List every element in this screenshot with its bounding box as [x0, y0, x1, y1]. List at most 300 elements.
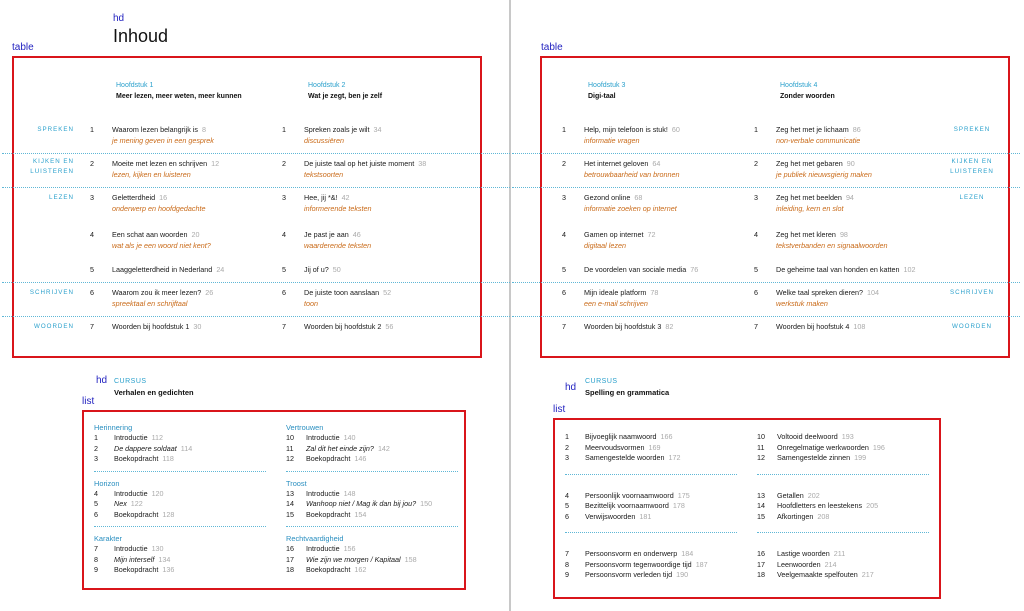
course-header — [585, 376, 669, 399]
item-title: Veelgemaakte spelfouten — [777, 570, 858, 579]
entry-title — [112, 321, 201, 332]
page-number: 42 — [341, 193, 350, 202]
entry-number: 6 — [754, 288, 758, 297]
item-number: 6 — [565, 511, 569, 521]
item-number: 11 — [757, 442, 765, 452]
entry-title — [112, 229, 200, 240]
page-number: 140 — [343, 433, 356, 442]
list-item — [286, 433, 458, 444]
skill-label: LEZEN — [959, 194, 985, 201]
skill-label: KIJKEN EN LUISTEREN — [30, 158, 74, 175]
item-number: 17 — [286, 554, 294, 564]
page-number: 120 — [151, 488, 164, 498]
item-number: 3 — [565, 453, 569, 462]
list-item — [565, 443, 737, 454]
entry-title — [304, 192, 350, 203]
item-title: Afkortingen — [777, 511, 814, 521]
entry-title — [776, 192, 854, 203]
page-spine — [509, 0, 511, 611]
list-item — [94, 510, 266, 521]
page-number: 76 — [690, 265, 699, 274]
entry-title-text: Een schat aan woorden — [112, 230, 188, 239]
page-number: 178 — [672, 501, 685, 510]
course-kicker: CURSUS — [114, 378, 147, 385]
entry-title-text: Je past je aan — [304, 230, 349, 239]
page-number: 38 — [418, 159, 427, 168]
entry-number: 6 — [282, 288, 286, 297]
entry-number: 7 — [562, 322, 566, 331]
entry-title-text: Gamen op internet — [584, 230, 644, 239]
page-number: 104 — [866, 288, 879, 297]
page-number: 169 — [648, 442, 661, 452]
item-number: 14 — [286, 499, 294, 508]
item-title: Meervoudsvormen — [585, 442, 645, 452]
page-number: 190 — [676, 570, 689, 579]
page-number: 50 — [332, 265, 341, 274]
entry-title-text: Waarom lezen belangrijk is — [112, 125, 199, 134]
entry-subtitle: toon — [304, 299, 318, 308]
item-title: Persoonsvorm tegenwoordige tijd — [585, 559, 692, 569]
entry-title — [776, 321, 865, 332]
entry-subtitle: betrouwbaarheid van bronnen — [584, 170, 680, 179]
group-divider — [757, 532, 929, 533]
chapter-title: Wat je zegt, ben je zelf — [308, 93, 383, 100]
page-number: 175 — [677, 490, 690, 500]
group-divider — [94, 526, 266, 527]
item-title: Persoonsvorm verleden tijd — [585, 570, 673, 579]
list-column — [94, 422, 266, 576]
row-divider — [2, 153, 510, 154]
course-kicker: CURSUS — [585, 378, 618, 385]
entry-title — [304, 158, 426, 169]
page-number: 12 — [211, 159, 220, 168]
entry-title-text: Zeg het met beelden — [776, 193, 842, 202]
page-number: 98 — [839, 230, 848, 239]
page-number: 46 — [352, 230, 361, 239]
group-divider — [757, 474, 929, 475]
group-divider — [286, 526, 458, 527]
group-divider — [565, 474, 737, 475]
item-title: Introductie — [114, 433, 148, 442]
page-number: 187 — [695, 559, 708, 569]
entry-title-text: De juiste toon aanslaan — [304, 288, 380, 297]
item-number: 17 — [757, 559, 765, 569]
list-item — [757, 453, 929, 464]
entry-number: 7 — [754, 322, 758, 331]
page-number: 20 — [191, 230, 200, 239]
page-number: 136 — [162, 565, 175, 574]
skill-label: SPREKEN — [953, 126, 991, 133]
list-item — [565, 453, 737, 464]
entry-title — [304, 287, 391, 298]
list-item — [757, 501, 929, 512]
entry-number: 7 — [90, 322, 94, 331]
page-number: 134 — [158, 554, 171, 564]
page-number: 118 — [162, 454, 174, 463]
item-title: Leenwoorden — [777, 559, 821, 569]
entry-number: 2 — [90, 159, 94, 168]
item-title: Persoonsvorm en onderwerp — [585, 549, 678, 558]
list-group — [286, 422, 458, 465]
entry-subtitle: informatie zoeken op internet — [584, 204, 677, 213]
item-title: Introductie — [306, 433, 340, 442]
list-item — [286, 565, 458, 576]
item-number: 3 — [94, 454, 98, 463]
item-title: Samengestelde woorden — [585, 453, 665, 462]
page-number: 205 — [866, 501, 879, 510]
entry-subtitle: tekstverbanden en signaalwoorden — [776, 241, 888, 250]
course-header — [114, 376, 194, 399]
item-number: 8 — [94, 554, 98, 564]
item-number: 1 — [565, 432, 569, 441]
page-number: 78 — [650, 288, 659, 297]
page-number: 122 — [130, 499, 143, 508]
item-title: Voltooid deelwoord — [777, 432, 838, 441]
page-number: 8 — [202, 125, 207, 134]
item-number: 12 — [286, 454, 294, 463]
skill-label: KIJKEN EN LUISTEREN — [950, 158, 994, 175]
item-title: Verwijswoorden — [585, 511, 636, 521]
entry-title-text: Woorden bij hoofdstuk 2 — [304, 322, 382, 331]
item-title: Introductie — [114, 488, 148, 498]
entry-number: 4 — [754, 230, 758, 239]
chapter-header — [588, 80, 625, 102]
list-item — [286, 499, 458, 510]
list-item — [757, 549, 929, 560]
item-title: Introductie — [114, 544, 148, 553]
page-number: 86 — [852, 125, 861, 134]
entry-title — [584, 229, 656, 240]
page-number: 199 — [854, 453, 867, 462]
page-number: 211 — [833, 549, 846, 558]
entry-title — [776, 264, 915, 275]
chapter-kicker: Hoofdstuk 1 — [116, 82, 154, 89]
page-number: 146 — [354, 454, 367, 463]
entry-title-text: Spreken zoals je wilt — [304, 125, 370, 134]
item-title: Zal dit het einde zijn? — [306, 443, 374, 453]
toc-table-left — [12, 56, 482, 358]
chapter-title: Digi-taal — [588, 93, 616, 100]
list-group — [94, 422, 266, 465]
entry-title — [584, 321, 673, 332]
list-item — [565, 549, 737, 560]
entry-title-text: De geheime taal van honden en katten — [776, 265, 900, 274]
entry-number: 1 — [562, 125, 566, 134]
item-number: 15 — [286, 509, 294, 519]
list-label: list — [82, 396, 95, 407]
item-title: Wanhoop niet / Mag ik dan bij jou? — [306, 499, 417, 508]
chapter-title: Zonder woorden — [780, 93, 835, 100]
list-group — [565, 432, 737, 464]
page-number: 64 — [652, 159, 661, 168]
item-number: 6 — [94, 509, 98, 519]
chapter-header — [116, 80, 242, 102]
hd-label: hd — [96, 375, 108, 386]
page-number: 202 — [807, 490, 820, 500]
page-number: 214 — [824, 559, 837, 569]
list-item — [757, 570, 929, 581]
item-title: Persoonlijk voornaamwoord — [585, 490, 674, 500]
entry-subtitle: je publiek nieuwsgierig maken — [776, 170, 872, 179]
entry-title — [584, 264, 698, 275]
entry-subtitle: waarderende teksten — [304, 241, 372, 250]
page-number: 102 — [903, 265, 916, 274]
item-number: 11 — [286, 443, 294, 453]
list-item — [286, 544, 458, 555]
group-divider — [286, 471, 458, 472]
item-title: Hoofdletters en leestekens — [777, 501, 863, 510]
entry-subtitle: werkstuk maken — [776, 299, 828, 308]
page-number: 172 — [668, 453, 681, 462]
item-title: De dappere soldaat — [114, 443, 177, 453]
item-number: 9 — [94, 565, 98, 574]
entry-number: 3 — [90, 193, 94, 202]
entry-title — [584, 124, 680, 135]
list-item — [757, 512, 929, 523]
item-title: Wie zijn we morgen / Kapitaal — [306, 554, 401, 564]
item-number: 7 — [94, 544, 98, 553]
list-item — [757, 560, 929, 571]
list-item — [757, 491, 929, 502]
list-item — [565, 512, 737, 523]
entry-subtitle: non-verbale communicatie — [776, 136, 861, 145]
entry-title — [584, 287, 658, 298]
item-title: Mijn interself — [114, 554, 155, 564]
list-item — [94, 454, 266, 465]
entry-title-text: Gezond online — [584, 193, 631, 202]
entry-subtitle: lezen, kijken en luisteren — [112, 170, 191, 179]
item-number: 4 — [565, 490, 569, 500]
entry-number: 5 — [754, 265, 758, 274]
page-number: 130 — [151, 544, 164, 553]
entry-title — [304, 321, 393, 332]
page-number: 56 — [385, 322, 394, 331]
list-column — [565, 432, 737, 581]
list-column — [757, 432, 929, 581]
entry-title-text: De juiste taal op het juiste moment — [304, 159, 415, 168]
entry-title — [584, 192, 642, 203]
list-group — [757, 432, 929, 464]
list-item — [94, 555, 266, 566]
row-divider — [2, 187, 510, 188]
list-item — [286, 444, 458, 455]
item-title: Samengestelde zinnen — [777, 453, 851, 462]
list-item — [565, 432, 737, 443]
entry-title-text: Zeg het met kleren — [776, 230, 836, 239]
page-number: 114 — [180, 443, 193, 453]
entry-title — [304, 264, 341, 275]
entry-number: 3 — [282, 193, 286, 202]
item-number: 12 — [757, 453, 765, 462]
entry-number: 2 — [562, 159, 566, 168]
entry-number: 2 — [282, 159, 286, 168]
entry-subtitle: informatie vragen — [584, 136, 640, 145]
entry-title-text: Jij of u? — [304, 265, 329, 274]
list-item — [565, 570, 737, 581]
entry-number: 4 — [90, 230, 94, 239]
skill-label: SPREKEN — [37, 126, 74, 133]
page-number: 193 — [841, 432, 854, 441]
chapter-kicker: Hoofdstuk 2 — [308, 82, 346, 89]
item-number: 16 — [757, 549, 765, 558]
page-number: 30 — [193, 322, 202, 331]
list-item — [757, 432, 929, 443]
entry-title — [776, 229, 848, 240]
row-divider — [2, 316, 510, 317]
list-item — [94, 499, 266, 510]
entry-title-text: Moeite met lezen en schrijven — [112, 159, 208, 168]
page-number: 154 — [354, 509, 367, 519]
page-number: 181 — [639, 511, 652, 521]
item-number: 18 — [757, 570, 765, 579]
group-title: Vertrouwen — [286, 423, 324, 432]
entry-subtitle: onderwerp en hoofdgedachte — [112, 204, 206, 213]
course-list-right — [553, 418, 941, 599]
entry-number: 5 — [90, 265, 94, 274]
item-number: 13 — [757, 490, 765, 500]
table-label: table — [541, 42, 563, 53]
entry-title — [304, 124, 382, 135]
entry-title — [776, 158, 855, 169]
item-number: 5 — [94, 499, 98, 508]
entry-title-text: Zeg het met gebaren — [776, 159, 843, 168]
entry-title-text: Woorden bij hoofdstuk 3 — [584, 322, 662, 331]
group-title: Rechtvaardigheid — [286, 534, 344, 543]
entry-number: 7 — [282, 322, 286, 331]
page-number: 217 — [861, 570, 874, 579]
list-group — [565, 549, 737, 581]
item-title: Boekopdracht — [306, 565, 351, 574]
page-number: 156 — [343, 544, 356, 553]
entry-title — [112, 158, 219, 169]
item-number: 5 — [565, 501, 569, 510]
entry-title-text: Hee, jij *&! — [304, 193, 338, 202]
table-label: table — [12, 42, 34, 53]
page-number: 166 — [660, 432, 673, 441]
hd-label: hd — [565, 382, 577, 393]
page-number: 208 — [817, 511, 830, 521]
item-title: Boekopdracht — [306, 509, 351, 519]
list-group — [94, 478, 266, 521]
group-divider — [565, 532, 737, 533]
entry-title-text: Welke taal spreken dieren? — [776, 288, 863, 297]
entry-subtitle: je mening geven in een gesprek — [112, 136, 214, 145]
entry-title — [776, 124, 861, 135]
entry-title-text: Geletterdheid — [112, 193, 156, 202]
skill-label: WOORDEN — [34, 323, 74, 330]
entry-number: 2 — [754, 159, 758, 168]
course-title: Verhalen en gedichten — [114, 388, 194, 397]
entry-title-text: Waarom zou ik meer lezen? — [112, 288, 202, 297]
page-number: 112 — [151, 433, 164, 442]
item-number: 1 — [94, 433, 98, 442]
item-title: Onregelmatige werkwoorden — [777, 442, 869, 452]
list-label: list — [553, 404, 566, 415]
list-group — [94, 533, 266, 576]
entry-title — [112, 264, 224, 275]
row-divider — [512, 316, 1020, 317]
list-item — [94, 489, 266, 500]
item-number: 10 — [286, 433, 294, 442]
list-group — [757, 549, 929, 581]
item-number: 4 — [94, 488, 98, 498]
entry-number: 1 — [754, 125, 758, 134]
course-title: Spelling en grammatica — [585, 388, 670, 397]
entry-title-text: De voordelen van sociale media — [584, 265, 687, 274]
page-number: 148 — [343, 488, 356, 498]
item-number: 16 — [286, 544, 294, 553]
hd-label: hd — [113, 13, 125, 24]
entry-title-text: Mijn ideale platform — [584, 288, 647, 297]
page-number: 128 — [162, 509, 175, 519]
page-number: 108 — [853, 322, 866, 331]
row-divider — [512, 282, 1020, 283]
page-number: 34 — [373, 125, 382, 134]
item-title: Boekopdracht — [114, 509, 159, 519]
item-title: Boekopdracht — [114, 454, 159, 463]
entry-title-text: Woorden bij hoofstuk 4 — [776, 322, 850, 331]
chapter-title: Meer lezen, meer weten, meer kunnen — [116, 93, 242, 100]
list-item — [565, 501, 737, 512]
entry-subtitle: informerende teksten — [304, 204, 372, 213]
page-number: 72 — [647, 230, 656, 239]
entry-title — [776, 287, 879, 298]
page-number: 68 — [634, 193, 643, 202]
item-title: Bijvoeglijk naamwoord — [585, 432, 657, 441]
entry-subtitle: tekstsoorten — [304, 170, 344, 179]
list-item — [286, 489, 458, 500]
item-title: Nex — [114, 499, 127, 508]
entry-subtitle: een e-mail schrijven — [584, 299, 648, 308]
entry-number: 5 — [562, 265, 566, 274]
item-number: 2 — [565, 442, 569, 452]
entry-subtitle: spreektaal en schrijftaal — [112, 299, 188, 308]
row-divider — [512, 187, 1020, 188]
group-title: Horizon — [94, 478, 120, 488]
item-title: Bezittelijk voornaamwoord — [585, 501, 669, 510]
skill-label: LEZEN — [49, 194, 74, 201]
list-group — [565, 491, 737, 523]
page-number: 184 — [681, 549, 694, 558]
chapter-header — [308, 80, 382, 102]
list-group — [286, 533, 458, 576]
item-number: 2 — [94, 443, 98, 453]
item-title: Introductie — [306, 488, 340, 498]
page-number: 90 — [846, 159, 855, 168]
chapter-kicker: Hoofdstuk 4 — [780, 82, 818, 89]
group-divider — [94, 471, 266, 472]
entry-number: 3 — [754, 193, 758, 202]
row-divider — [2, 282, 510, 283]
course-list-left — [82, 410, 466, 590]
page-number: 60 — [671, 125, 680, 134]
group-title: Troost — [286, 478, 307, 488]
item-number: 18 — [286, 565, 294, 574]
list-item — [94, 565, 266, 576]
entry-number: 6 — [562, 288, 566, 297]
list-item — [94, 433, 266, 444]
item-number: 9 — [565, 570, 569, 579]
page-number: 162 — [354, 565, 367, 574]
list-item — [565, 560, 737, 571]
skill-label: WOORDEN — [952, 323, 992, 330]
entry-number: 1 — [90, 125, 94, 134]
entry-title-text: Woorden bij hoofdstuk 1 — [112, 322, 190, 331]
item-number: 7 — [565, 549, 569, 558]
entry-subtitle: inleiding, kern en slot — [776, 204, 844, 213]
item-number: 14 — [757, 501, 765, 510]
item-title: Lastige woorden — [777, 549, 830, 558]
